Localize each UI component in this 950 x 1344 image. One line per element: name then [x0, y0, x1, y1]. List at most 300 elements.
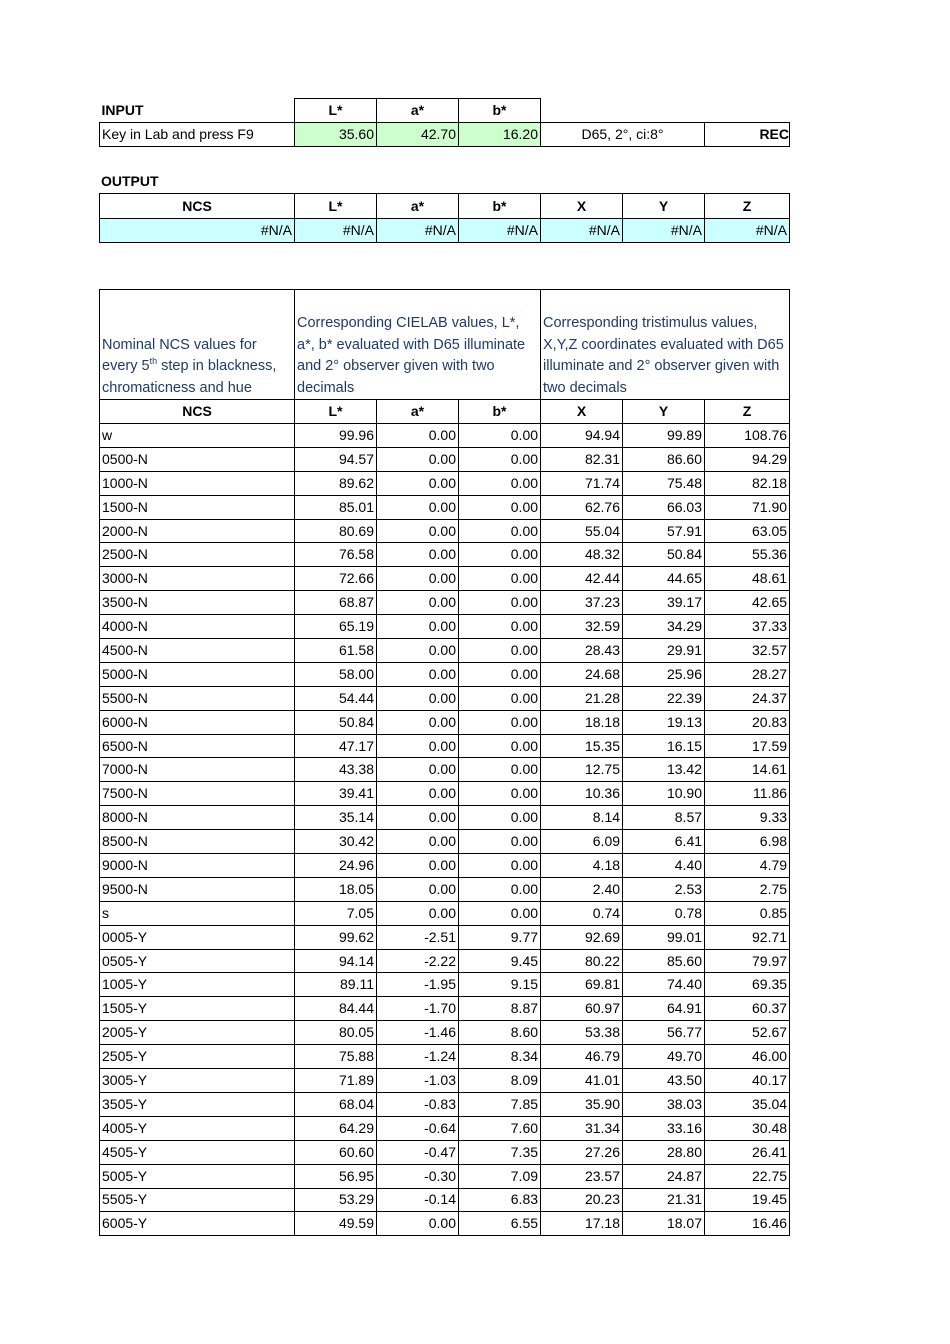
ncs-code-cell: 1505-Y	[100, 997, 295, 1021]
value-cell: 24.37	[705, 686, 790, 710]
table-row	[100, 1045, 790, 1069]
value-cell: 75.88	[295, 1045, 377, 1069]
value-cell: -0.47	[377, 1140, 459, 1164]
value-cell: 0.00	[377, 782, 459, 806]
value-cell: 57.91	[623, 519, 705, 543]
value-cell: -1.46	[377, 1021, 459, 1045]
ncs-code-cell: 4005-Y	[100, 1116, 295, 1140]
ncs-description: Nominal NCS values for every 5th step in blackness, chromaticness and hue	[100, 290, 295, 400]
value-cell: 47.17	[295, 734, 377, 758]
value-cell: 94.57	[295, 447, 377, 471]
value-cell: -0.30	[377, 1164, 459, 1188]
output-b-value: #N/A	[459, 219, 541, 243]
value-cell: -0.83	[377, 1092, 459, 1116]
value-cell: 50.84	[295, 710, 377, 734]
value-cell: -1.70	[377, 997, 459, 1021]
value-cell: 2.53	[623, 877, 705, 901]
ncs-code-cell: 3505-Y	[100, 1092, 295, 1116]
value-cell: 61.58	[295, 639, 377, 663]
output-y-value: #N/A	[623, 219, 705, 243]
value-cell: 72.66	[295, 567, 377, 591]
value-cell: 0.74	[541, 901, 623, 925]
ncs-code-cell: 1000-N	[100, 471, 295, 495]
value-cell: 18.18	[541, 710, 623, 734]
value-cell: 94.94	[541, 424, 623, 448]
table-row	[100, 1092, 790, 1116]
value-cell: 19.13	[623, 710, 705, 734]
value-cell: 7.60	[459, 1116, 541, 1140]
output-label: OUTPUT	[101, 173, 159, 189]
table-row	[100, 662, 790, 686]
output-header-l: L*	[295, 194, 377, 219]
value-cell: 0.00	[377, 734, 459, 758]
value-cell: 85.01	[295, 495, 377, 519]
value-cell: 0.00	[377, 854, 459, 878]
output-header-ncs: NCS	[100, 194, 295, 219]
value-cell: 99.01	[623, 925, 705, 949]
table-row	[100, 543, 790, 567]
table-row	[100, 949, 790, 973]
table-row	[100, 925, 790, 949]
table-row	[100, 830, 790, 854]
output-header-a: a*	[377, 194, 459, 219]
value-cell: 22.75	[705, 1164, 790, 1188]
value-cell: 46.00	[705, 1045, 790, 1069]
value-cell: 26.41	[705, 1140, 790, 1164]
ncs-reference-table	[99, 289, 790, 1236]
ncs-code-cell: 9500-N	[100, 877, 295, 901]
value-cell: 0.00	[459, 734, 541, 758]
value-cell: 0.00	[377, 543, 459, 567]
value-cell: 0.00	[459, 782, 541, 806]
table-row	[100, 1212, 790, 1236]
value-cell: 31.34	[541, 1116, 623, 1140]
value-cell: 0.00	[377, 1212, 459, 1236]
value-cell: 0.00	[459, 471, 541, 495]
table-row	[100, 1069, 790, 1093]
rec-label: REC	[705, 123, 790, 147]
value-cell: 9.77	[459, 925, 541, 949]
value-cell: 99.62	[295, 925, 377, 949]
input-header-l: L*	[295, 99, 377, 123]
value-cell: 49.59	[295, 1212, 377, 1236]
value-cell: 64.29	[295, 1116, 377, 1140]
ncs-code-cell: 8500-N	[100, 830, 295, 854]
table-row	[100, 782, 790, 806]
value-cell: 17.18	[541, 1212, 623, 1236]
value-cell: 71.90	[705, 495, 790, 519]
value-cell: 42.65	[705, 591, 790, 615]
output-header-z: Z	[705, 194, 790, 219]
value-cell: 85.60	[623, 949, 705, 973]
value-cell: 54.44	[295, 686, 377, 710]
output-header-y: Y	[623, 194, 705, 219]
value-cell: 2.40	[541, 877, 623, 901]
xyz-description: Corresponding tristimulus values, X,Y,Z coordinates evaluated with D65 illuminate and 2° observer given with two decimals	[541, 290, 790, 400]
value-cell: 29.91	[623, 639, 705, 663]
value-cell: 55.04	[541, 519, 623, 543]
value-cell: 56.95	[295, 1164, 377, 1188]
value-cell: 41.01	[541, 1069, 623, 1093]
table-row	[100, 1188, 790, 1212]
input-b-value[interactable]: 16.20	[459, 123, 541, 147]
value-cell: 24.68	[541, 662, 623, 686]
table-row	[100, 686, 790, 710]
value-cell: 82.31	[541, 447, 623, 471]
value-cell: -2.51	[377, 925, 459, 949]
ncs-code-cell: 5505-Y	[100, 1188, 295, 1212]
ncs-code-cell: 2505-Y	[100, 1045, 295, 1069]
value-cell: 0.00	[459, 495, 541, 519]
value-cell: 99.96	[295, 424, 377, 448]
value-cell: 48.61	[705, 567, 790, 591]
value-cell: 60.97	[541, 997, 623, 1021]
value-cell: 0.00	[459, 567, 541, 591]
value-cell: 9.45	[459, 949, 541, 973]
lab-description: Corresponding CIELAB values, L*, a*, b* evaluated with D65 illuminate and 2° observer given with two decimals	[295, 290, 541, 400]
ncs-code-cell: 4000-N	[100, 615, 295, 639]
value-cell: 30.48	[705, 1116, 790, 1140]
input-condition: D65, 2°, ci:8°	[541, 123, 705, 147]
table-row	[100, 901, 790, 925]
ncs-code-cell: 6005-Y	[100, 1212, 295, 1236]
value-cell: 94.14	[295, 949, 377, 973]
value-cell: 13.42	[623, 758, 705, 782]
value-cell: 17.59	[705, 734, 790, 758]
value-cell: 68.04	[295, 1092, 377, 1116]
ncs-code-cell: 5005-Y	[100, 1164, 295, 1188]
table-row	[100, 710, 790, 734]
value-cell: 24.87	[623, 1164, 705, 1188]
value-cell: 34.29	[623, 615, 705, 639]
ncs-code-cell: 2000-N	[100, 519, 295, 543]
value-cell: 0.00	[377, 830, 459, 854]
value-cell: -1.24	[377, 1045, 459, 1069]
table-row	[100, 877, 790, 901]
value-cell: 55.36	[705, 543, 790, 567]
ncs-code-cell: 0500-N	[100, 447, 295, 471]
ncs-code-cell: 4500-N	[100, 639, 295, 663]
ncs-code-cell: 2500-N	[100, 543, 295, 567]
value-cell: 46.79	[541, 1045, 623, 1069]
value-cell: 43.38	[295, 758, 377, 782]
table-row	[100, 973, 790, 997]
table-row	[100, 447, 790, 471]
value-cell: 25.96	[623, 662, 705, 686]
value-cell: 0.00	[459, 519, 541, 543]
value-cell: 0.00	[377, 447, 459, 471]
output-ncs-value: #N/A	[100, 219, 295, 243]
table-row	[100, 519, 790, 543]
table-row	[100, 495, 790, 519]
value-cell: 0.00	[459, 806, 541, 830]
table-row	[100, 591, 790, 615]
value-cell: 49.70	[623, 1045, 705, 1069]
output-x-value: #N/A	[541, 219, 623, 243]
value-cell: 0.00	[459, 686, 541, 710]
value-cell: 0.00	[459, 424, 541, 448]
table-row	[100, 615, 790, 639]
value-cell: 35.04	[705, 1092, 790, 1116]
value-cell: 80.22	[541, 949, 623, 973]
value-cell: 0.00	[459, 854, 541, 878]
value-cell: 0.00	[459, 615, 541, 639]
value-cell: 0.85	[705, 901, 790, 925]
table-row	[100, 997, 790, 1021]
value-cell: 69.81	[541, 973, 623, 997]
value-cell: 39.41	[295, 782, 377, 806]
value-cell: 0.00	[377, 591, 459, 615]
value-cell: 20.83	[705, 710, 790, 734]
value-cell: 11.86	[705, 782, 790, 806]
output-z-value: #N/A	[705, 219, 790, 243]
value-cell: 62.76	[541, 495, 623, 519]
value-cell: 37.23	[541, 591, 623, 615]
value-cell: 89.62	[295, 471, 377, 495]
value-cell: 64.91	[623, 997, 705, 1021]
value-cell: 0.00	[377, 495, 459, 519]
table-row	[100, 734, 790, 758]
value-cell: 39.17	[623, 591, 705, 615]
ncs-code-cell: 8000-N	[100, 806, 295, 830]
table-header-ncs: NCS	[100, 400, 295, 424]
value-cell: 9.15	[459, 973, 541, 997]
value-cell: 71.89	[295, 1069, 377, 1093]
value-cell: 0.00	[459, 543, 541, 567]
value-cell: 69.35	[705, 973, 790, 997]
value-cell: 0.78	[623, 901, 705, 925]
input-instruction: Key in Lab and press F9	[100, 123, 295, 147]
value-cell: 71.74	[541, 471, 623, 495]
output-l-value: #N/A	[295, 219, 377, 243]
value-cell: 20.23	[541, 1188, 623, 1212]
value-cell: 10.90	[623, 782, 705, 806]
value-cell: 8.57	[623, 806, 705, 830]
value-cell: 22.39	[623, 686, 705, 710]
table-row	[100, 1140, 790, 1164]
value-cell: 6.55	[459, 1212, 541, 1236]
value-cell: 74.40	[623, 973, 705, 997]
value-cell: 14.61	[705, 758, 790, 782]
value-cell: 53.29	[295, 1188, 377, 1212]
value-cell: 6.83	[459, 1188, 541, 1212]
value-cell: 4.18	[541, 854, 623, 878]
value-cell: 0.00	[459, 877, 541, 901]
value-cell: 7.85	[459, 1092, 541, 1116]
value-cell: 12.75	[541, 758, 623, 782]
value-cell: 7.35	[459, 1140, 541, 1164]
value-cell: 48.32	[541, 543, 623, 567]
value-cell: 4.79	[705, 854, 790, 878]
value-cell: 94.29	[705, 447, 790, 471]
ncs-code-cell: 0005-Y	[100, 925, 295, 949]
value-cell: 35.14	[295, 806, 377, 830]
value-cell: 7.05	[295, 901, 377, 925]
value-cell: 58.00	[295, 662, 377, 686]
value-cell: 42.44	[541, 567, 623, 591]
value-cell: 0.00	[459, 591, 541, 615]
ncs-code-cell: 1005-Y	[100, 973, 295, 997]
input-l-value[interactable]: 35.60	[295, 123, 377, 147]
ncs-code-cell: 6000-N	[100, 710, 295, 734]
table-header-l: L*	[295, 400, 377, 424]
value-cell: -1.95	[377, 973, 459, 997]
value-cell: 21.28	[541, 686, 623, 710]
ncs-code-cell: 9000-N	[100, 854, 295, 878]
value-cell: 76.58	[295, 543, 377, 567]
value-cell: 27.26	[541, 1140, 623, 1164]
value-cell: 6.98	[705, 830, 790, 854]
ncs-code-cell: 7000-N	[100, 758, 295, 782]
value-cell: 65.19	[295, 615, 377, 639]
value-cell: 38.03	[623, 1092, 705, 1116]
value-cell: 15.35	[541, 734, 623, 758]
value-cell: 28.43	[541, 639, 623, 663]
value-cell: 0.00	[459, 758, 541, 782]
value-cell: 8.34	[459, 1045, 541, 1069]
value-cell: -0.14	[377, 1188, 459, 1212]
value-cell: 53.38	[541, 1021, 623, 1045]
value-cell: 0.00	[377, 710, 459, 734]
value-cell: 7.09	[459, 1164, 541, 1188]
value-cell: 37.33	[705, 615, 790, 639]
output-header-b: b*	[459, 194, 541, 219]
ncs-code-cell: 7500-N	[100, 782, 295, 806]
ncs-code-cell: 5000-N	[100, 662, 295, 686]
value-cell: 0.00	[459, 639, 541, 663]
value-cell: 0.00	[459, 447, 541, 471]
table-row	[100, 758, 790, 782]
ncs-code-cell: 2005-Y	[100, 1021, 295, 1045]
table-row	[100, 806, 790, 830]
value-cell: 0.00	[377, 567, 459, 591]
value-cell: 99.89	[623, 424, 705, 448]
value-cell: 79.97	[705, 949, 790, 973]
output-a-value: #N/A	[377, 219, 459, 243]
value-cell: 16.15	[623, 734, 705, 758]
value-cell: 30.42	[295, 830, 377, 854]
value-cell: 10.36	[541, 782, 623, 806]
input-a-value[interactable]: 42.70	[377, 123, 459, 147]
value-cell: 75.48	[623, 471, 705, 495]
value-cell: 0.00	[459, 901, 541, 925]
value-cell: 8.09	[459, 1069, 541, 1093]
input-table	[99, 98, 790, 147]
value-cell: 0.00	[377, 639, 459, 663]
value-cell: 0.00	[377, 806, 459, 830]
table-header-z: Z	[705, 400, 790, 424]
ncs-code-cell: 5500-N	[100, 686, 295, 710]
value-cell: 18.05	[295, 877, 377, 901]
value-cell: 19.45	[705, 1188, 790, 1212]
ncs-code-cell: 3000-N	[100, 567, 295, 591]
ncs-code-cell: 3005-Y	[100, 1069, 295, 1093]
value-cell: 0.00	[459, 830, 541, 854]
value-cell: 8.87	[459, 997, 541, 1021]
output-table	[99, 193, 790, 243]
table-header-b: b*	[459, 400, 541, 424]
table-row	[100, 567, 790, 591]
value-cell: 0.00	[377, 471, 459, 495]
value-cell: -2.22	[377, 949, 459, 973]
input-header-b: b*	[459, 99, 541, 123]
value-cell: 68.87	[295, 591, 377, 615]
table-row	[100, 854, 790, 878]
ncs-code-cell: 4505-Y	[100, 1140, 295, 1164]
input-header-a: a*	[377, 99, 459, 123]
value-cell: 21.31	[623, 1188, 705, 1212]
ncs-code-cell: 1500-N	[100, 495, 295, 519]
table-row	[100, 1164, 790, 1188]
ncs-code-cell: w	[100, 424, 295, 448]
value-cell: 28.27	[705, 662, 790, 686]
table-row	[100, 471, 790, 495]
value-cell: 66.03	[623, 495, 705, 519]
value-cell: 0.00	[377, 877, 459, 901]
value-cell: 43.50	[623, 1069, 705, 1093]
value-cell: 0.00	[377, 424, 459, 448]
value-cell: 32.59	[541, 615, 623, 639]
value-cell: 40.17	[705, 1069, 790, 1093]
value-cell: 9.33	[705, 806, 790, 830]
table-row	[100, 1021, 790, 1045]
value-cell: 0.00	[377, 519, 459, 543]
table-header-a: a*	[377, 400, 459, 424]
value-cell: 92.71	[705, 925, 790, 949]
table-header-y: Y	[623, 400, 705, 424]
value-cell: 80.69	[295, 519, 377, 543]
value-cell: 60.37	[705, 997, 790, 1021]
value-cell: 89.11	[295, 973, 377, 997]
value-cell: 23.57	[541, 1164, 623, 1188]
ncs-code-cell: s	[100, 901, 295, 925]
value-cell: 80.05	[295, 1021, 377, 1045]
value-cell: 0.00	[377, 901, 459, 925]
value-cell: 4.40	[623, 854, 705, 878]
value-cell: 86.60	[623, 447, 705, 471]
input-label: INPUT	[101, 101, 144, 118]
table-row	[100, 639, 790, 663]
value-cell: 33.16	[623, 1116, 705, 1140]
value-cell: 0.00	[377, 615, 459, 639]
value-cell: 0.00	[377, 758, 459, 782]
value-cell: 0.00	[459, 662, 541, 686]
value-cell: 92.69	[541, 925, 623, 949]
value-cell: 0.00	[459, 710, 541, 734]
value-cell: 8.60	[459, 1021, 541, 1045]
value-cell: 84.44	[295, 997, 377, 1021]
value-cell: 0.00	[377, 662, 459, 686]
value-cell: 8.14	[541, 806, 623, 830]
value-cell: -0.64	[377, 1116, 459, 1140]
table-row	[100, 424, 790, 448]
table-header-x: X	[541, 400, 623, 424]
value-cell: 24.96	[295, 854, 377, 878]
value-cell: 63.05	[705, 519, 790, 543]
value-cell: 44.65	[623, 567, 705, 591]
value-cell: 6.09	[541, 830, 623, 854]
value-cell: 50.84	[623, 543, 705, 567]
value-cell: 35.90	[541, 1092, 623, 1116]
table-row	[100, 1116, 790, 1140]
value-cell: -1.03	[377, 1069, 459, 1093]
ncs-code-cell: 3500-N	[100, 591, 295, 615]
value-cell: 6.41	[623, 830, 705, 854]
value-cell: 18.07	[623, 1212, 705, 1236]
value-cell: 108.76	[705, 424, 790, 448]
value-cell: 82.18	[705, 471, 790, 495]
value-cell: 52.67	[705, 1021, 790, 1045]
